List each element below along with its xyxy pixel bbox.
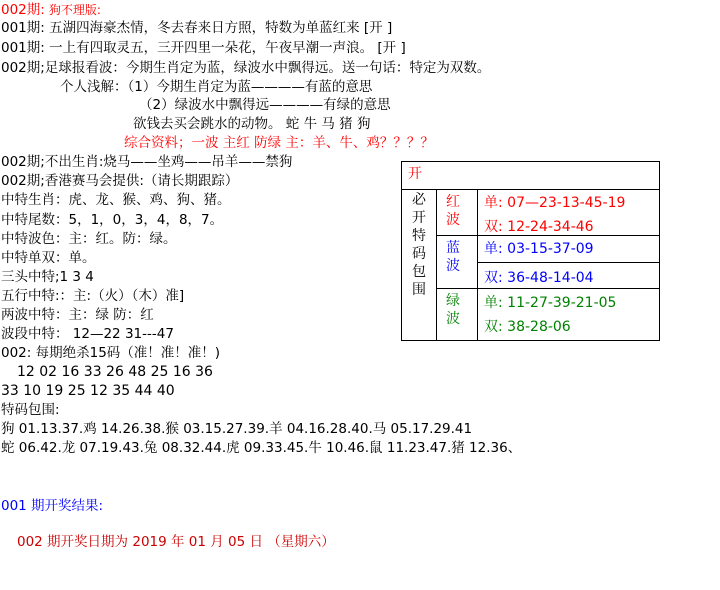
group-red-dan: 单: 07—23-13-45-19: [484, 195, 626, 211]
group-label-red: 红波: [446, 194, 460, 228]
line-personal-interpretation-1: 个人浅解：（1）今期生肖定为蓝————有蓝的意思: [60, 79, 373, 95]
line-wave-segment: 波段中特： 12—22 31---47: [1, 326, 174, 342]
line-001-verse-1: 001期: 五湖四海豪杰情，冬去春来日方照，特数为单蓝红来 [开 ]: [1, 20, 393, 36]
line-zodiac: 中特生肖：虎、龙、猴、鸡、狗、猪。: [1, 192, 231, 208]
line-personal-interpretation-2: （2）绿波水中飘得远————有绿的意思: [139, 97, 391, 113]
group-blue-shuang: 双: 36-48-14-04: [484, 270, 594, 286]
issue-label: 002期:: [1, 2, 45, 18]
issue-number: [1, 1, 101, 19]
line-001-verse-2: 001期: 一上有四取灵五，三开四里一朵花，午夜早潮一声浪。 [开 ]: [1, 40, 406, 56]
group-green-shuang: 双: 38-28-06: [484, 319, 571, 335]
group-blue-dan: 单: 03-15-37-09: [484, 241, 594, 257]
line-combined-info: 综合资料；一波 主红 防绿 主：羊、牛、鸡？？？？: [124, 135, 434, 151]
line-odd-even: 中特单双：单。: [1, 250, 96, 266]
line-special-code-header: 特码包围:: [1, 402, 60, 418]
line-kill-numbers-2: 33 10 19 25 12 35 44 40: [1, 383, 175, 399]
line-result-001: 001 期开奖结果:: [1, 498, 104, 514]
table-header-cell: [401, 161, 660, 190]
group-label-green: 绿波: [446, 293, 460, 327]
group-red-shuang: 双: 12-24-34-46: [484, 219, 594, 235]
line-wave-color: 中特波色：主：红。防：绿。: [1, 231, 177, 247]
edition-label: 狗不理版:: [48, 3, 101, 17]
table-header-label: 开: [408, 166, 422, 182]
group-label-blue: 蓝波: [446, 240, 460, 274]
special-code-table: [401, 161, 660, 341]
line-excluded-zodiac: 002期;不出生肖:烧马——坐鸡——吊羊——禁狗: [1, 154, 293, 170]
line-five-elements: 五行中特:：主:（火）（木）准]: [1, 288, 185, 304]
line-special-code-2: 蛇 06.42.龙 07.19.43.兔 08.32.44.虎 09.33.45.牛 10.46.鼠 11.23.47.猪 12.36、: [1, 440, 522, 456]
table-side-label: 必开特码包围: [412, 192, 426, 298]
line-jumping-animals: 欲钱去买会跳水的动物。 蛇 牛 马 猪 狗: [133, 116, 371, 132]
line-special-code-1: 狗 01.13.37.鸡 14.26.38.猴 03.15.27.39.羊 04.16.28.40.马 05.17.29.41: [1, 421, 473, 437]
line-tail-numbers: 中特尾数：5，1，0，3，4，8，7。: [1, 212, 224, 228]
line-football-report: 002期;足球报看波：今期生肖定为蓝，绿波水中飘得远。送一句话：特定为双数。: [1, 60, 491, 76]
line-draw-date-002: 002 期开奖日期为 2019 年 01 月 05 日 （星期六）: [17, 534, 335, 550]
line-kill-15: 002: 每期绝杀15码（准！准！准！): [1, 345, 221, 361]
line-three-heads: 三头中特;1 3 4: [1, 269, 94, 285]
group-green-dan: 单: 11-27-39-21-05: [484, 295, 617, 311]
line-two-waves: 两波中特：主：绿 防：红: [1, 307, 154, 323]
line-hk-jockey-club: 002期;香港赛马会提供:（请长期跟踪）: [1, 173, 239, 189]
line-kill-numbers-1: 12 02 16 33 26 48 25 16 36: [17, 364, 213, 380]
